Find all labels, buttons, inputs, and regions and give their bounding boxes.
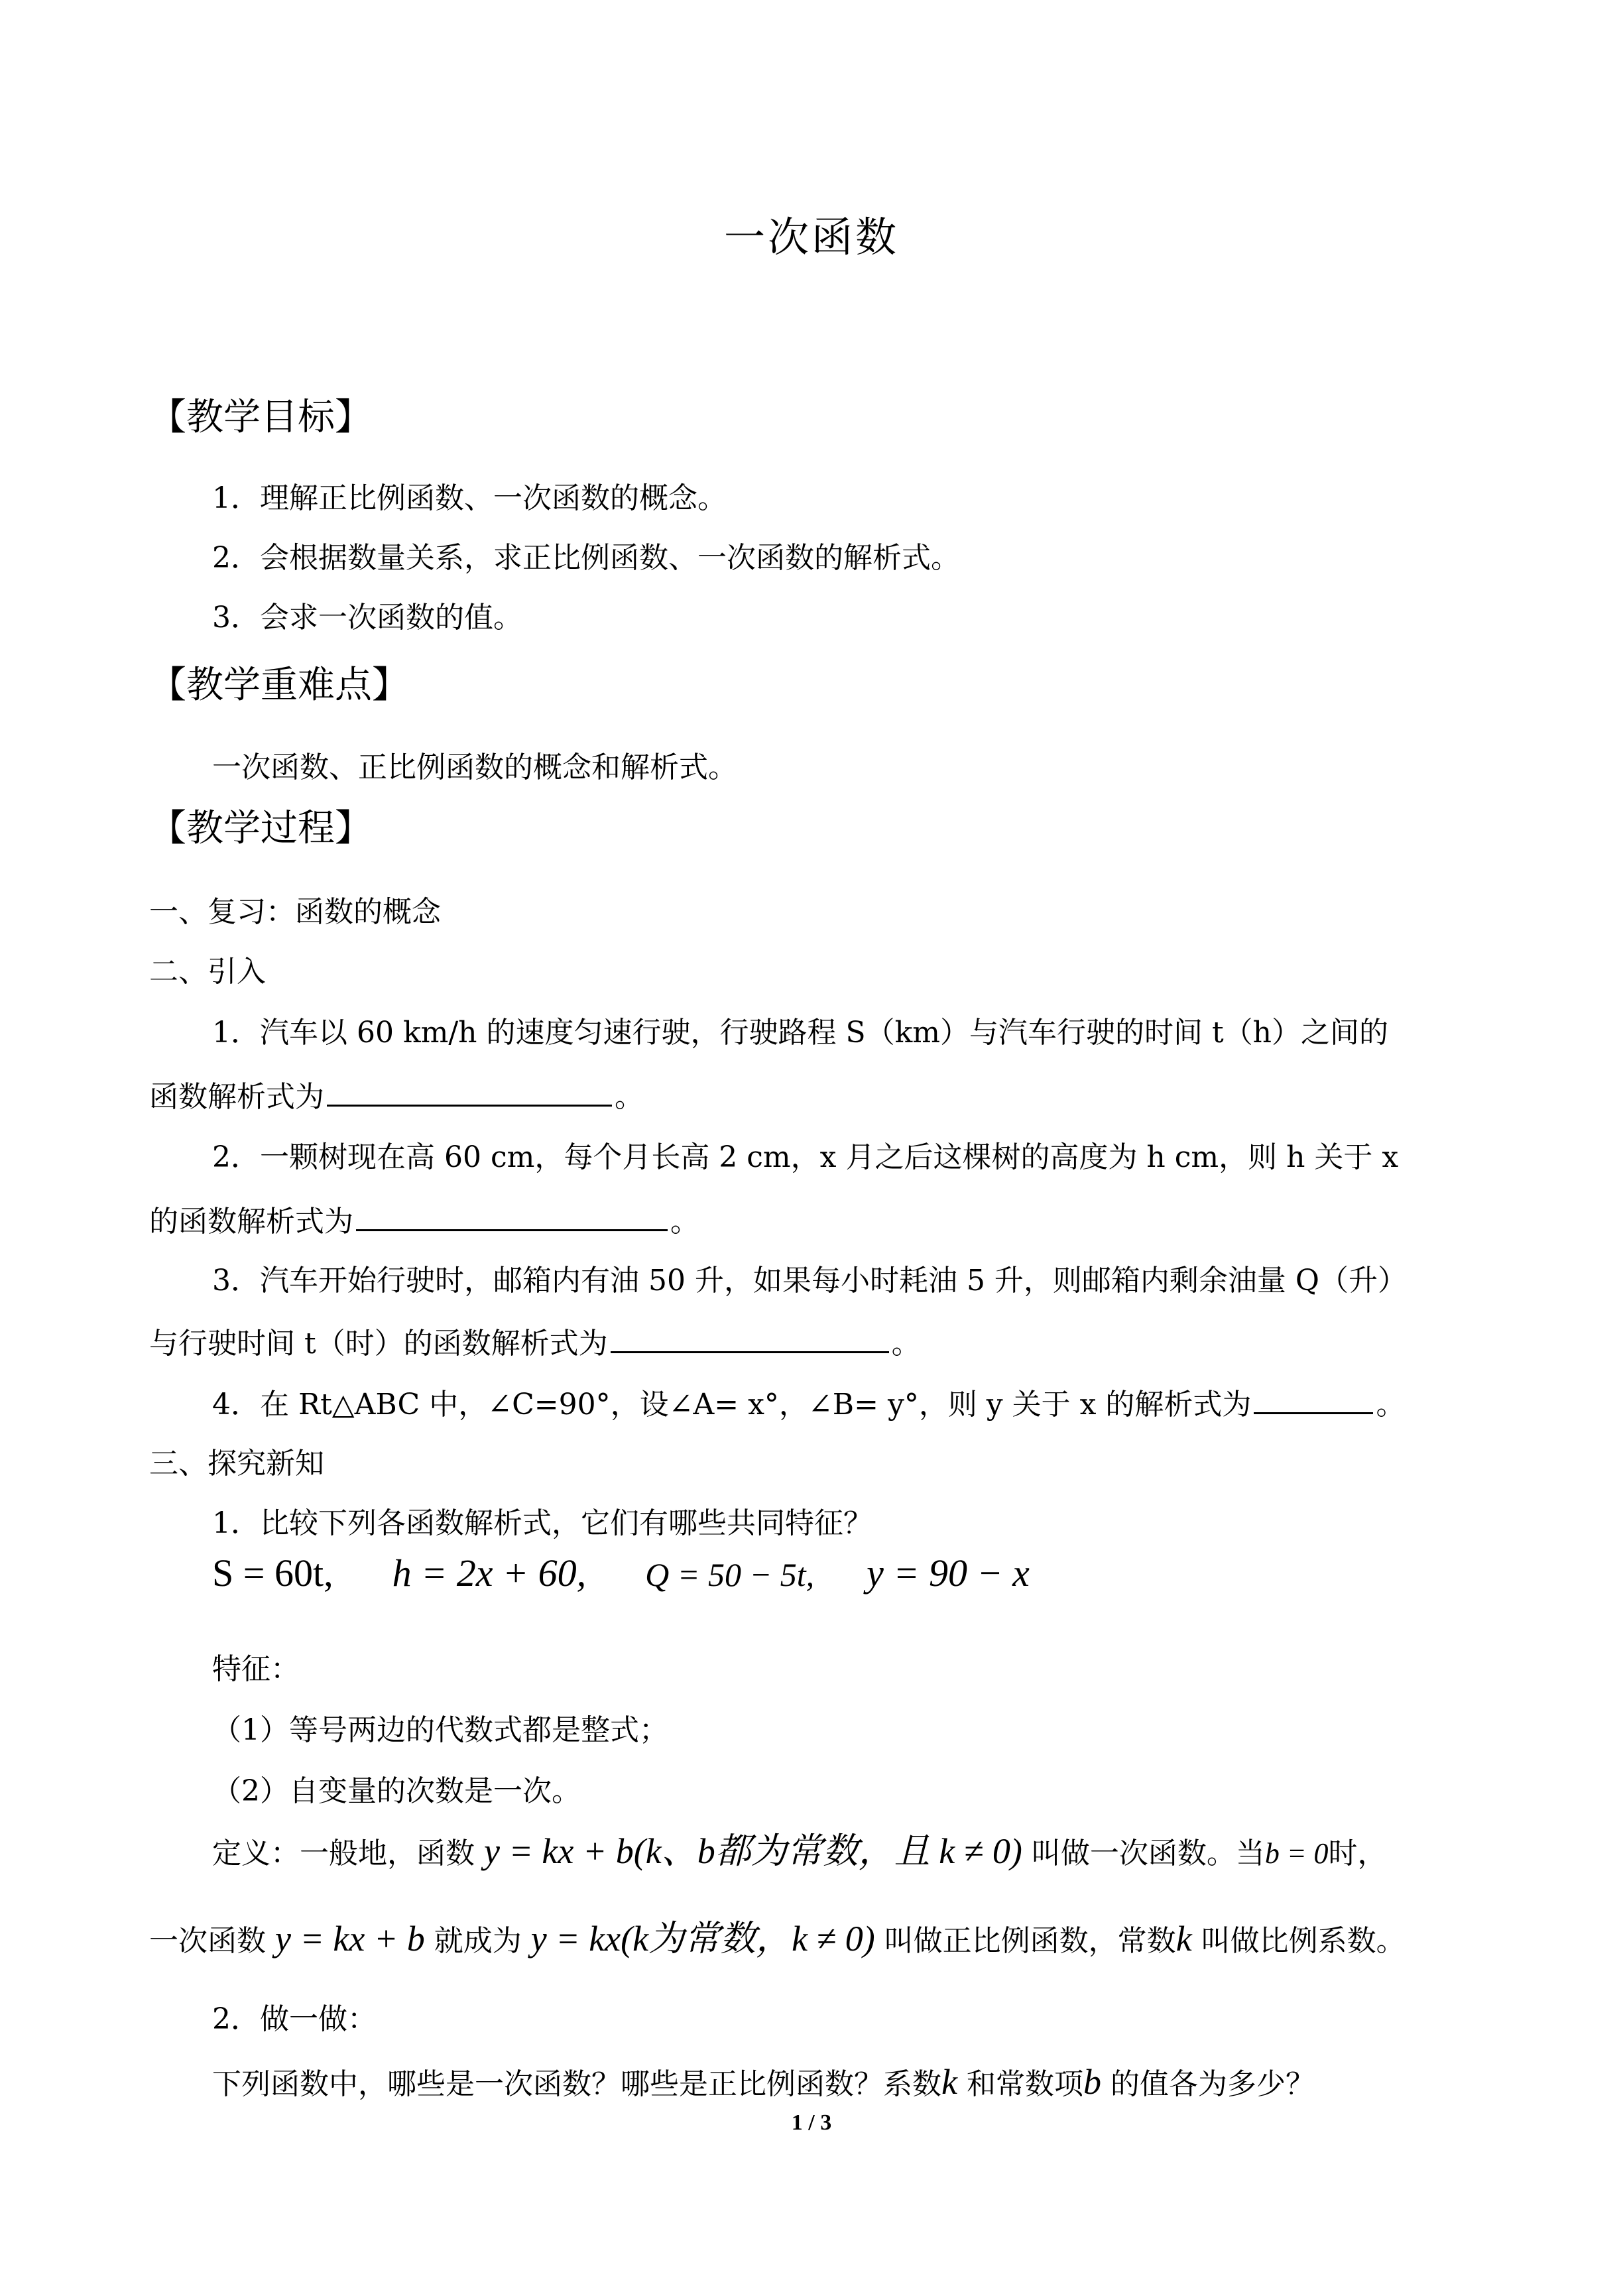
key-points-text: 一次函数、正比例函数的概念和解析式。 xyxy=(212,751,737,784)
definition2-k: k xyxy=(1175,1919,1192,1959)
definition2-formula-2: y = kx(k为常数，k ≠ 0) xyxy=(530,1919,875,1959)
definition2-end: 叫做比例系数。 xyxy=(1201,1924,1406,1958)
page-title: 一次函数 xyxy=(723,213,899,261)
feature-2: （2）自变量的次数是一次。 xyxy=(212,1774,581,1808)
end-mark: 。 xyxy=(1376,1388,1406,1421)
definition-line-1 xyxy=(212,1831,1387,1874)
intro-item: 二、引入 xyxy=(149,955,266,989)
goals-heading: 【教学目标】 xyxy=(149,396,372,439)
key-points-heading: 【教学重难点】 xyxy=(149,664,409,707)
formula-4: y = 90 − x xyxy=(867,1551,1030,1595)
feature-label: 特征： xyxy=(212,1652,300,1686)
definition-mid: 叫做一次函数。当 xyxy=(1031,1837,1265,1870)
goal-item-3: 3．会求一次函数的值。 xyxy=(212,601,522,634)
explore-item-2: 2．做一做： xyxy=(212,2002,377,2036)
formula-2: h = 2x + 60, xyxy=(392,1551,587,1595)
definition-prefix: 定义：一般地，函数 xyxy=(212,1837,475,1870)
end-mark: 。 xyxy=(891,1327,921,1360)
goal-item-2: 2．会根据数量关系，求正比例函数、一次函数的解析式。 xyxy=(212,541,960,575)
answer-blank-4[interactable] xyxy=(1254,1383,1373,1414)
exercise-question-b: 和常数项 xyxy=(966,2067,1083,2101)
exercise-question-c: 的值各为多少？ xyxy=(1110,2067,1315,2101)
answer-blank-2[interactable] xyxy=(356,1200,668,1231)
exercise-k: k xyxy=(941,2062,957,2102)
explore-item-1: 1．比较下列各函数解析式，它们有哪些共同特征？ xyxy=(212,1506,872,1540)
process-heading: 【教学过程】 xyxy=(149,807,372,850)
review-item: 一、复习：函数的概念 xyxy=(149,895,441,929)
question-2-line-b xyxy=(149,1200,699,1242)
goal-item-1: 1．理解正比例函数、一次函数的概念。 xyxy=(212,481,727,515)
question-3-prompt: 与行驶时间 t（时）的函数解析式为 xyxy=(149,1327,608,1360)
question-1-line-b xyxy=(149,1075,644,1117)
definition2-prefix: 一次函数 xyxy=(149,1924,266,1958)
definition-condition: b = 0 xyxy=(1264,1837,1329,1870)
feature-1: （1）等号两边的代数式都是整式； xyxy=(212,1713,668,1747)
question-4-prompt: 4．在 Rt△ABC 中，∠C=90°，设∠A= x°，∠B= y°，则 y 关于 x 的解析式为 xyxy=(212,1388,1252,1421)
definition2-mid: 就成为 xyxy=(434,1924,522,1958)
page-number: 1 / 3 xyxy=(791,2110,832,2135)
exercise-question-a: 下列函数中，哪些是一次函数？哪些是正比例函数？系数 xyxy=(212,2067,941,2101)
formula-1: S = 60t, xyxy=(212,1551,333,1595)
question-3-line-b xyxy=(149,1322,921,1364)
formula-row xyxy=(212,1548,1030,1600)
question-2-line-a: 2．一颗树现在高 60 cm，每个月长高 2 cm，x 月之后这棵树的高度为 h cm，则 h 关于 x xyxy=(212,1140,1399,1174)
definition2-formula-1: y = kx + b xyxy=(275,1919,425,1959)
question-1-line-a: 1．汽车以 60 km/h 的速度匀速行驶，行驶路程 S（km）与汽车行驶的时间 t（h）之间的 xyxy=(212,1016,1389,1050)
definition-end: 时， xyxy=(1328,1837,1387,1870)
definition2-mid2: 叫做正比例函数，常数 xyxy=(884,1924,1176,1958)
question-4-line xyxy=(212,1383,1405,1425)
end-mark: 。 xyxy=(615,1080,644,1114)
answer-blank-3[interactable] xyxy=(611,1322,889,1353)
definition-line-2 xyxy=(149,1919,1406,1961)
formula-3: Q = 50 − 5t, xyxy=(645,1556,815,1593)
exercise-b: b xyxy=(1083,2062,1101,2102)
exercise-question xyxy=(212,2062,1315,2104)
explore-heading: 三、探究新知 xyxy=(149,1447,324,1480)
question-1-prompt: 函数解析式为 xyxy=(149,1080,324,1114)
definition-formula: y = kx + b(k、b都为常数，且 k ≠ 0) xyxy=(484,1831,1022,1871)
question-2-prompt: 的函数解析式为 xyxy=(149,1205,353,1239)
end-mark: 。 xyxy=(670,1205,699,1239)
answer-blank-1[interactable] xyxy=(327,1075,612,1107)
question-3-line-a: 3．汽车开始行驶时，邮箱内有油 50 升，如果每小时耗油 5 升，则邮箱内剩余油量 Q（升） xyxy=(212,1264,1407,1298)
